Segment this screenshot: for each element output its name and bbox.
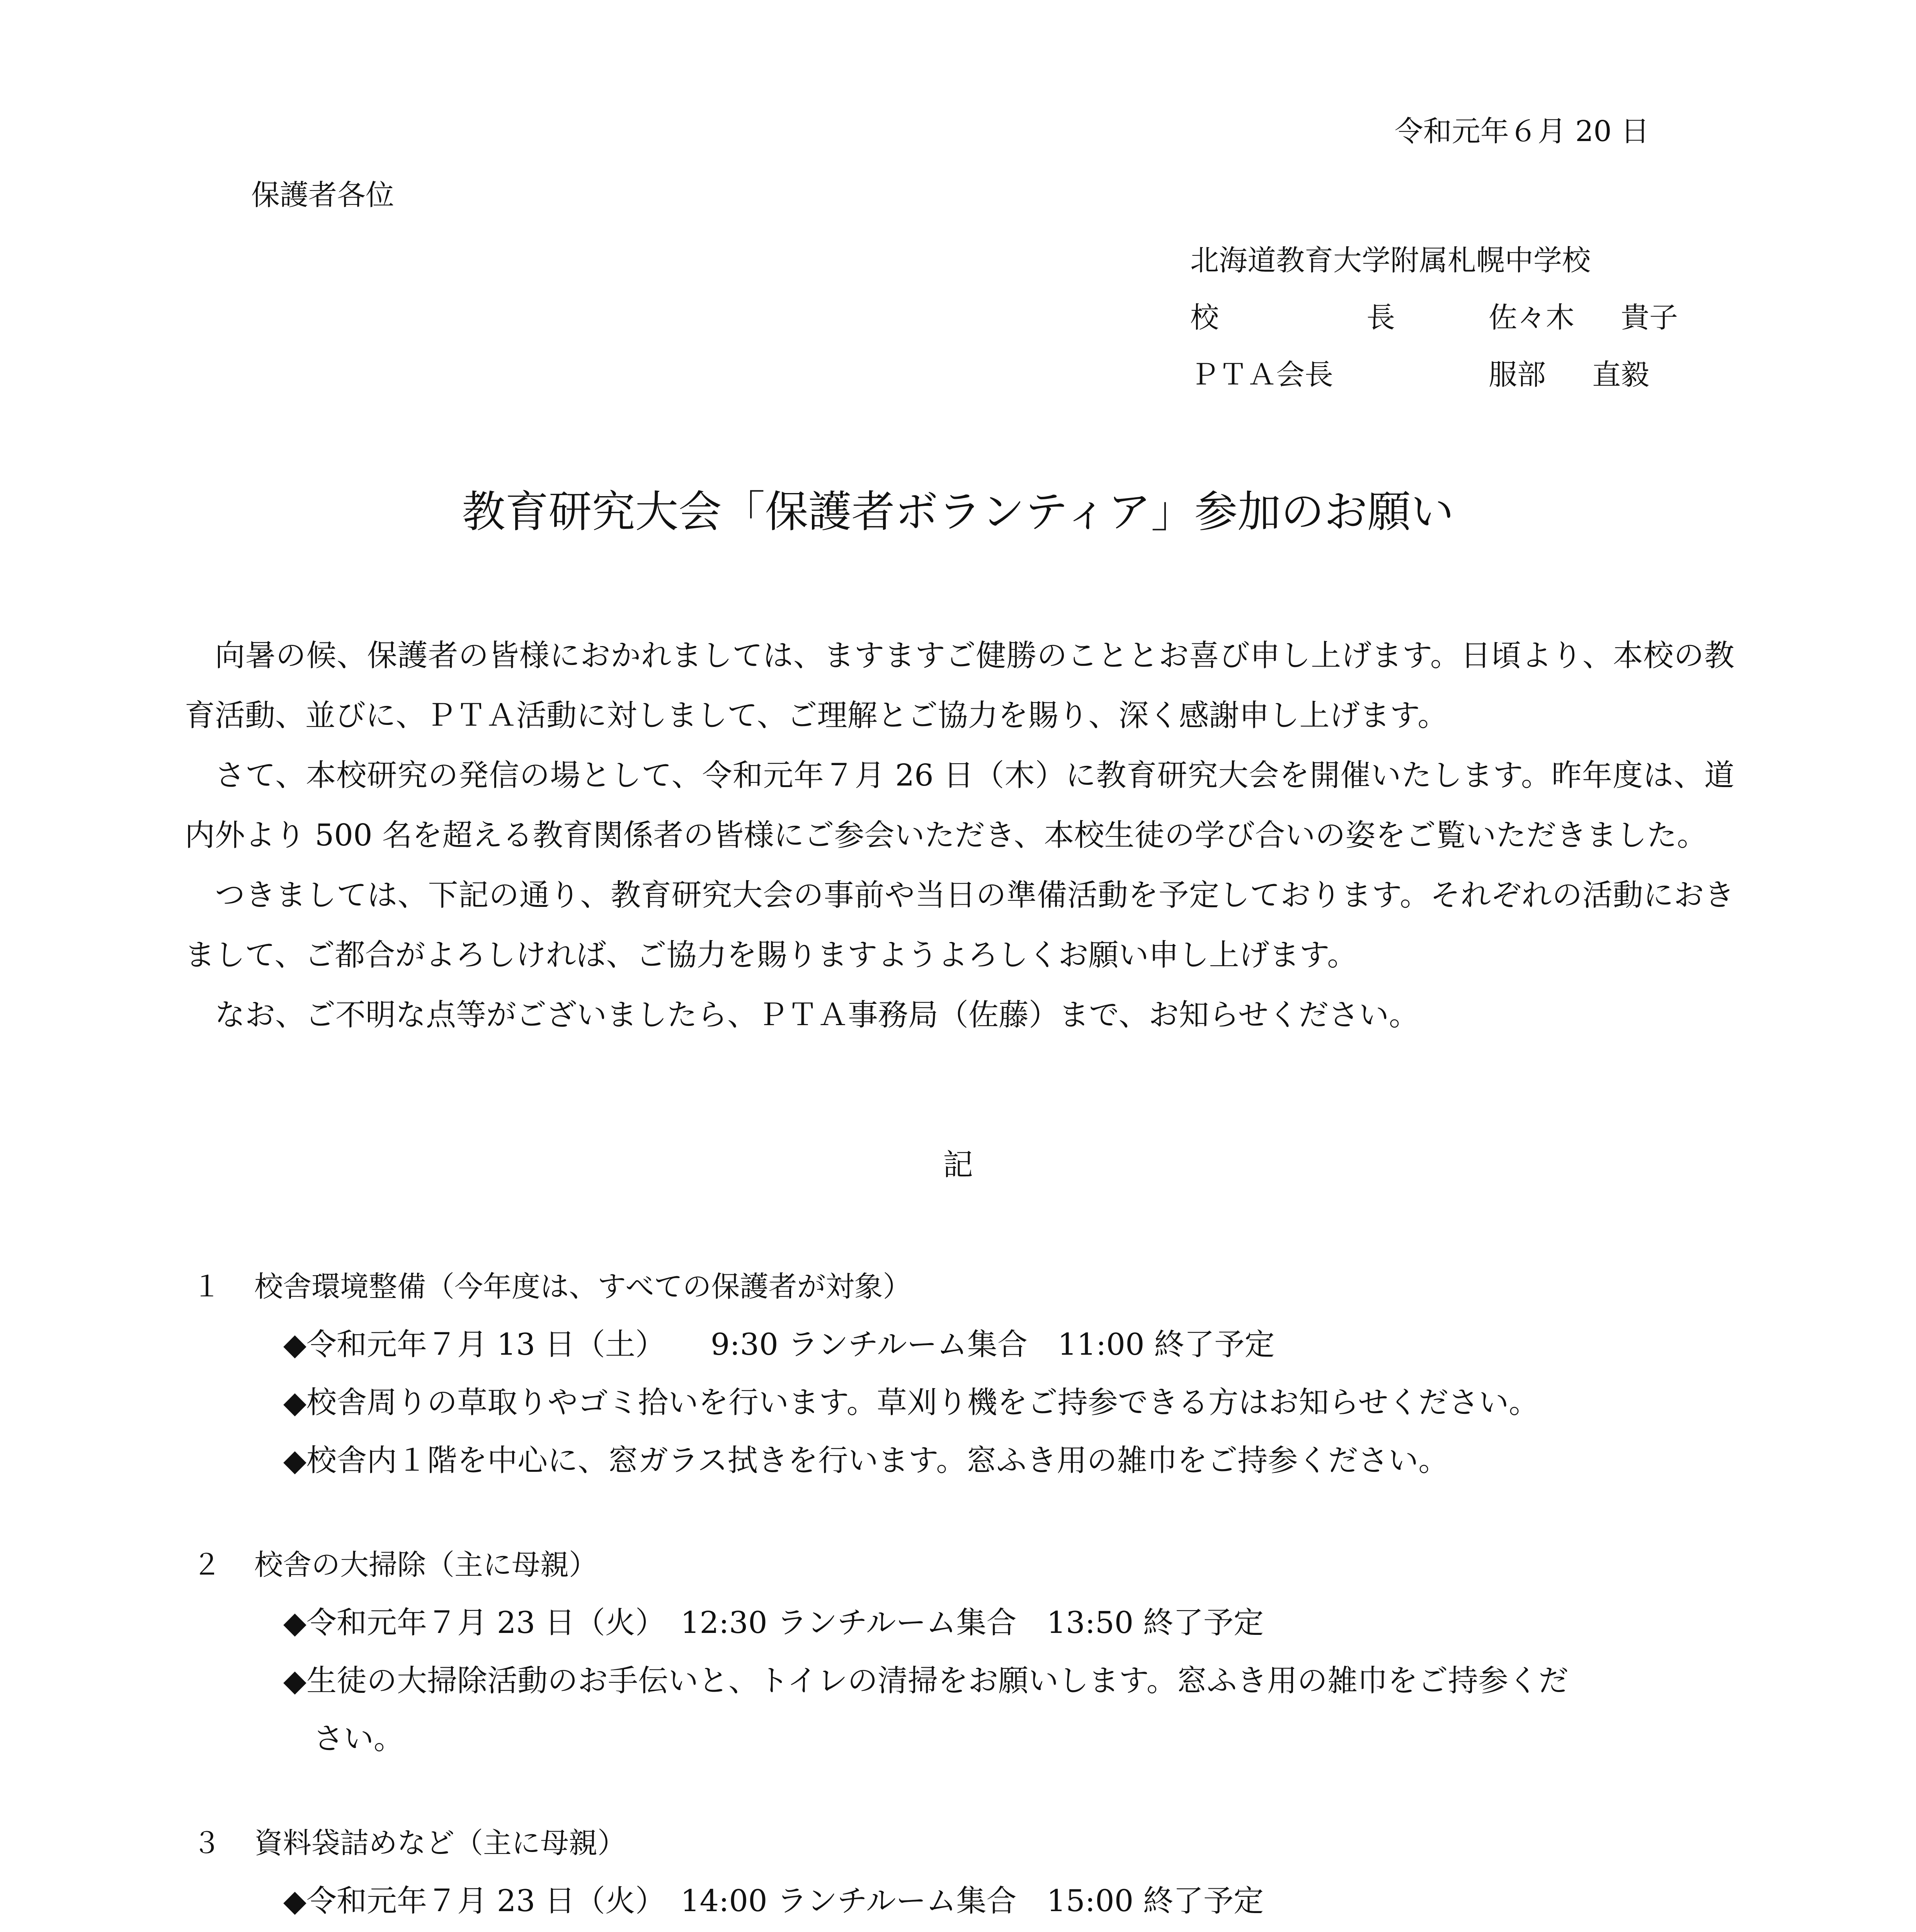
section-number: ３ [192, 1827, 221, 1860]
section-title: 校舎の大掃除（主に母親） [254, 1548, 597, 1582]
section-2 [185, 1536, 1734, 1768]
paragraph-greeting: 向暑の候、保護者の皆様におかれましては、ますますご健勝のこととお喜び申し上げます。日頃より、本校の教育活動、並びに、ＰＴＡ活動に対しまして、ご理解とご協力を賜り、深く感謝申し上げます。 [185, 638, 1734, 733]
activity-sections [185, 1258, 1734, 1932]
list-item: ◆令和元年７月 13 日（土） 9:30 ランチルーム集合 11:00 終了予定 [283, 1327, 1275, 1362]
pta-role: ＰＴＡ会長 [1190, 358, 1333, 391]
section-number: １ [192, 1270, 221, 1303]
section-title: 資料袋詰めなど（主に母親） [254, 1827, 626, 1860]
list-item: ◆校舎内１階を中心に、窓ガラス拭きを行います。窓ふき用の雑巾をご持参ください。 [283, 1443, 1449, 1478]
section-1 [185, 1258, 1734, 1490]
paragraph-event: さて、本校研究の発信の場として、令和元年７月 26 日（木）に教育研究大会を開催いたします。昨年度は、道内外より 500 名を超える教育関係者の皆様にご参会いただき、本校生徒の学び合いの姿をご覧いただきました。 [185, 758, 1734, 853]
sender-block [1190, 232, 1678, 403]
principal-role: 校 長 [1190, 301, 1395, 334]
school-name: 北海道教育大学附属札幌中学校 [1190, 244, 1591, 277]
ki-heading: 記 [943, 1148, 973, 1182]
paragraph-request: つきましては、下記の通り、教育研究大会の事前や当日の準備活動を予定しております。それぞれの活動におきまして、ご都合がよろしければ、ご協力を賜りますようよろしくお願い申し上げます。 [185, 878, 1734, 973]
section-heading [185, 1536, 1734, 1594]
principal-name: 佐々木 貴子 [1489, 301, 1678, 334]
addressee: 保護者各位 [251, 179, 394, 212]
issue-date: 令和元年６月 20 日 [1394, 115, 1649, 148]
section-title: 校舎環境整備（今年度は、すべての保護者が対象） [254, 1270, 912, 1303]
list-item: ◆令和元年７月 23 日（火） 12:30 ランチルーム集合 13:50 終了予定 [283, 1605, 1264, 1640]
sender-principal-row [1190, 289, 1678, 346]
list-item: ◆校舎周りの草取りやゴミ拾いを行います。草刈り機をご持参できる方はお知らせください。 [283, 1385, 1539, 1420]
list-item: ◆生徒の大掃除活動のお手伝いと、トイレの清掃をお願いします。窓ふき用の雑巾をご持参くだ [283, 1663, 1569, 1698]
sender-school-row [1190, 232, 1678, 289]
section-heading [185, 1258, 1734, 1316]
sender-pta-row [1190, 346, 1678, 403]
pta-president-name: 服部 直毅 [1489, 358, 1649, 391]
section-3 [185, 1814, 1734, 1932]
document-title: 教育研究大会「保護者ボランティア」参加のお願い [462, 487, 1454, 537]
list-item: ◆令和元年７月 23 日（火） 14:00 ランチルーム集合 15:00 終了予定 [283, 1884, 1264, 1918]
paragraph-contact: なお、ご不明な点等がございましたら、ＰＴＡ事務局（佐藤）まで、お知らせください。 [215, 998, 1419, 1032]
letter-body [185, 626, 1734, 1045]
section-heading [185, 1814, 1734, 1872]
list-item-continued: さい。 [313, 1721, 404, 1756]
section-number: ２ [192, 1548, 221, 1582]
list-item [185, 1930, 1734, 1932]
